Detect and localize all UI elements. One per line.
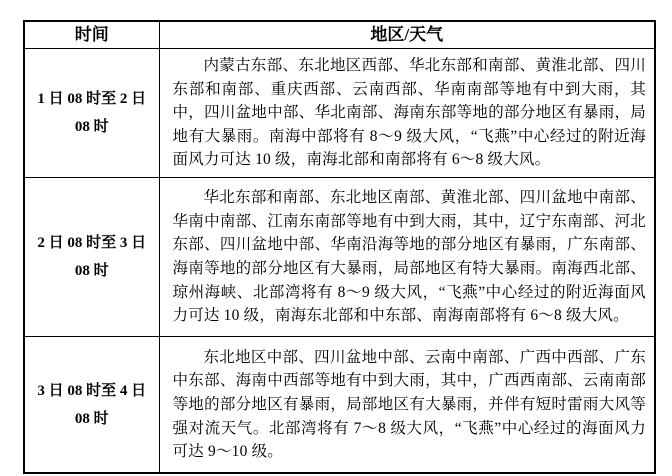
weather-forecast-table — [23, 20, 656, 474]
column-header-region-weather: 地区/天气 — [159, 21, 655, 49]
forecast-text: 东北地区中部、四川盆地中部、云南中南部、广西中西部、广东中东部、海南中西部等地有中到大雨，其中，广西西南部、云南南部等地的部分地区有暴雨，局部地区有大暴雨，并伴有短时雷雨大风等强对流天气。北部湾将有 7～8 级大风，“飞燕”中心经过的海面风力可达 9～10 级。 — [172, 348, 646, 461]
time-line: 1 日 08 时至 2 日 — [37, 90, 147, 107]
time-line: 08 时 — [74, 118, 109, 135]
forecast-text: 华北东部和南部、东北地区南部、黄淮北部、四川盆地中南部、华南中南部、江南东南部等地有中到大雨，其中，辽宁东南部、河北东部、四川盆地中部、华南沿海等地的部分地区有暴雨，广东南部、海南等地的部分地区有大暴雨，局部地区有特大暴雨。南海西北部、琼州海峡、北部湾将有 8～9 级大风，“飞燕”中心经过的附近海面风力可达 10 级，南海东北部和中东部、南海南部将有 6～8 级大风。 — [172, 189, 646, 325]
time-line: 08 时 — [74, 410, 109, 427]
time-cell — [24, 336, 159, 473]
forecast-table-body — [24, 49, 655, 474]
table-row — [24, 177, 655, 336]
column-header-time: 时间 — [24, 21, 159, 49]
time-cell — [24, 49, 159, 178]
table-row — [24, 336, 655, 473]
header-row — [24, 21, 655, 49]
time-cell — [24, 177, 159, 336]
table-row — [24, 49, 655, 178]
forecast-cell — [159, 49, 655, 178]
time-line: 2 日 08 时至 3 日 — [37, 234, 147, 251]
time-line: 08 时 — [74, 262, 109, 279]
forecast-table-head — [24, 21, 655, 49]
forecast-text: 内蒙古东部、东北地区西部、华北东部和南部、黄淮北部、四川东部和南部、重庆西部、云南西部、华南南部等地有中到大雨，其中，四川盆地中部、华北南部、海南东部等地的部分地区有暴雨，局地有大暴雨。南海中部将有 8～9 级大风，“飞燕”中心经过的附近海面风力可达 10 级，南海北部和南部将有 6～8 级大风。 — [172, 57, 646, 169]
forecast-cell — [159, 177, 655, 336]
forecast-cell — [159, 336, 655, 473]
time-line: 3 日 08 时至 4 日 — [37, 382, 147, 399]
